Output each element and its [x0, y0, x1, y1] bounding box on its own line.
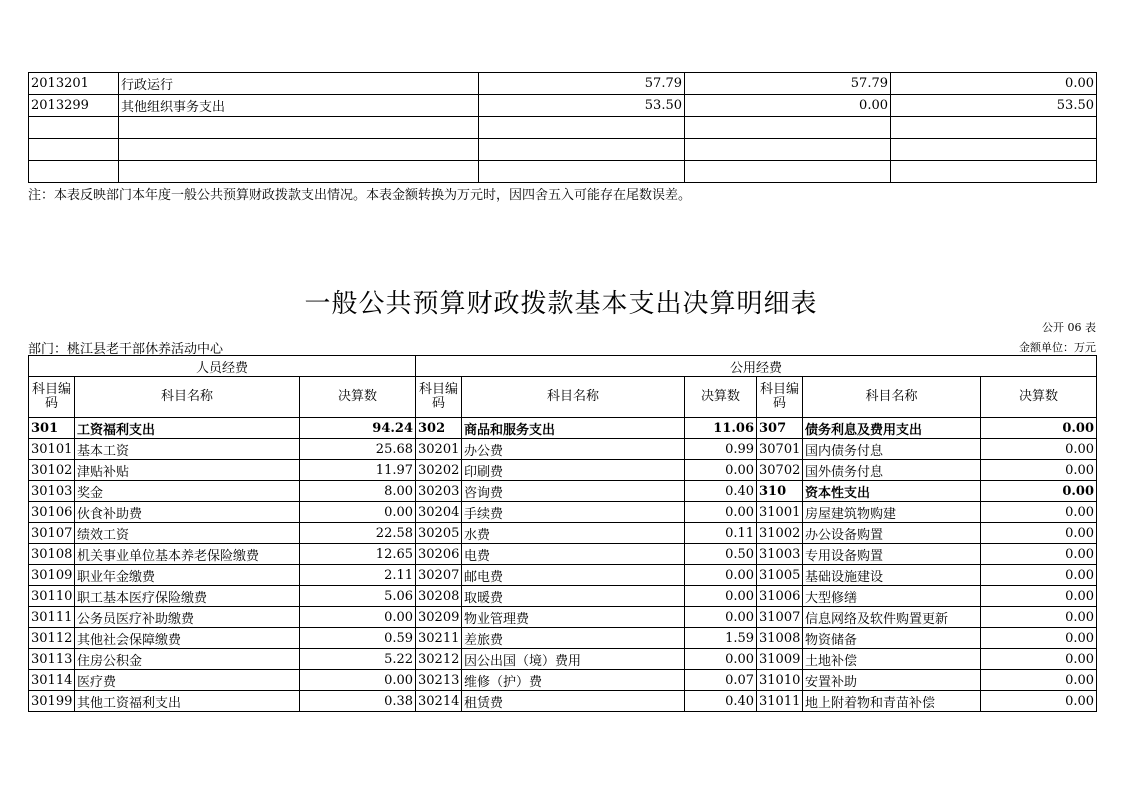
subject-name: 债务利息及费用支出 [803, 418, 981, 439]
table-row [29, 523, 1097, 544]
subject-name: 职业年金缴费 [75, 565, 300, 586]
table-row [29, 73, 1097, 95]
subject-code: 30205 [416, 523, 462, 544]
subject-code: 30702 [757, 460, 803, 481]
table-row [29, 670, 1097, 691]
subject-name: 差旅费 [462, 628, 685, 649]
subject-name: 房屋建筑物购建 [803, 502, 981, 523]
subject-code: 30114 [29, 670, 75, 691]
subject-name: 职工基本医疗保险缴费 [75, 586, 300, 607]
amount-value: 0.00 [685, 607, 757, 628]
project-amount [891, 161, 1097, 183]
subject-name: 取暖费 [462, 586, 685, 607]
subject-name: 办公费 [462, 439, 685, 460]
col-code: 科目编码 [757, 377, 803, 418]
amount-value: 0.59 [300, 628, 416, 649]
table-row [29, 418, 1097, 439]
col-name: 科目名称 [803, 377, 981, 418]
subject-code: 31007 [757, 607, 803, 628]
basic-expenditure-table [28, 355, 1097, 712]
subject-name: 大型修缮 [803, 586, 981, 607]
subject-code: 31002 [757, 523, 803, 544]
subject-code [29, 117, 119, 139]
amount-value: 0.00 [685, 649, 757, 670]
subject-code: 30213 [416, 670, 462, 691]
subject-name: 邮电费 [462, 565, 685, 586]
subject-code: 31006 [757, 586, 803, 607]
amount-value: 22.58 [300, 523, 416, 544]
col-amount: 决算数 [981, 377, 1097, 418]
col-amount: 决算数 [685, 377, 757, 418]
subject-code: 2013201 [29, 73, 119, 95]
col-code: 科目编码 [29, 377, 75, 418]
subject-name: 机关事业单位基本养老保险缴费 [75, 544, 300, 565]
subject-code: 30107 [29, 523, 75, 544]
subject-code: 30207 [416, 565, 462, 586]
subject-name: 因公出国（境）费用 [462, 649, 685, 670]
subject-code: 30110 [29, 586, 75, 607]
total-amount: 53.50 [479, 95, 685, 117]
basic-amount [685, 139, 891, 161]
table-row [29, 95, 1097, 117]
amount-value: 0.00 [981, 607, 1097, 628]
column-header-row [29, 377, 1097, 418]
amount-value: 0.00 [300, 670, 416, 691]
subject-code: 30111 [29, 607, 75, 628]
subject-code: 30206 [416, 544, 462, 565]
table-row [29, 460, 1097, 481]
subject-code: 302 [416, 418, 462, 439]
amount-value: 25.68 [300, 439, 416, 460]
project-amount: 0.00 [891, 73, 1097, 95]
subject-code: 31009 [757, 649, 803, 670]
amount-value: 0.00 [981, 439, 1097, 460]
subject-name: 水费 [462, 523, 685, 544]
amount-value: 0.00 [685, 502, 757, 523]
page-title: 一般公共预算财政拨款基本支出决算明细表 [304, 289, 818, 319]
top-expenditure-table [28, 72, 1097, 183]
amount-value: 0.50 [685, 544, 757, 565]
table-row [29, 161, 1097, 183]
amount-value: 0.00 [300, 607, 416, 628]
subject-code: 30209 [416, 607, 462, 628]
subject-code: 30212 [416, 649, 462, 670]
subject-code: 30214 [416, 691, 462, 712]
amount-value: 0.00 [300, 502, 416, 523]
subject-name: 基础设施建设 [803, 565, 981, 586]
subject-name: 土地补偿 [803, 649, 981, 670]
subject-code: 30113 [29, 649, 75, 670]
amount-value: 0.00 [981, 628, 1097, 649]
subject-name: 物业管理费 [462, 607, 685, 628]
subject-name: 地上附着物和青苗补偿 [803, 691, 981, 712]
subject-code: 30202 [416, 460, 462, 481]
amount-value: 0.40 [685, 481, 757, 502]
subject-name: 其他社会保障缴费 [75, 628, 300, 649]
subject-code: 310 [757, 481, 803, 502]
amount-value: 11.06 [685, 418, 757, 439]
table-row [29, 607, 1097, 628]
form-number: 公开 06 表 [1042, 321, 1096, 334]
total-amount [479, 117, 685, 139]
subject-name: 电费 [462, 544, 685, 565]
table-row [29, 117, 1097, 139]
amount-value: 5.06 [300, 586, 416, 607]
amount-value: 0.07 [685, 670, 757, 691]
subject-name [119, 117, 479, 139]
table-row [29, 439, 1097, 460]
subject-name: 津贴补贴 [75, 460, 300, 481]
project-amount [891, 139, 1097, 161]
subject-name: 资本性支出 [803, 481, 981, 502]
subject-name [119, 139, 479, 161]
subject-code: 30203 [416, 481, 462, 502]
subject-name: 国内债务付息 [803, 439, 981, 460]
subject-name: 绩效工资 [75, 523, 300, 544]
subject-code: 31003 [757, 544, 803, 565]
amount-value: 0.00 [685, 586, 757, 607]
amount-value: 0.00 [981, 523, 1097, 544]
amount-value: 0.00 [981, 586, 1097, 607]
subject-code: 301 [29, 418, 75, 439]
subject-code: 30103 [29, 481, 75, 502]
amount-value: 0.11 [685, 523, 757, 544]
subject-name: 其他组织事务支出 [119, 95, 479, 117]
subject-code: 30101 [29, 439, 75, 460]
table-row [29, 649, 1097, 670]
total-amount [479, 161, 685, 183]
subject-code: 30204 [416, 502, 462, 523]
subject-name: 国外债务付息 [803, 460, 981, 481]
total-amount: 57.79 [479, 73, 685, 95]
subject-name: 基本工资 [75, 439, 300, 460]
table-row [29, 628, 1097, 649]
col-amount: 决算数 [300, 377, 416, 418]
subject-name: 公务员医疗补助缴费 [75, 607, 300, 628]
table-row [29, 139, 1097, 161]
subject-name: 商品和服务支出 [462, 418, 685, 439]
department-label: 部门：桃江县老干部休养活动中心 [28, 342, 224, 357]
amount-value: 0.00 [981, 460, 1097, 481]
subject-code: 31011 [757, 691, 803, 712]
table-row [29, 502, 1097, 523]
group-header-row [29, 356, 1097, 377]
subject-name: 信息网络及软件购置更新 [803, 607, 981, 628]
amount-value: 0.00 [981, 649, 1097, 670]
subject-code: 30106 [29, 502, 75, 523]
total-amount [479, 139, 685, 161]
subject-name: 其他工资福利支出 [75, 691, 300, 712]
amount-unit: 金额单位：万元 [1019, 341, 1096, 354]
subject-name: 手续费 [462, 502, 685, 523]
amount-value: 0.00 [981, 544, 1097, 565]
public-header: 公用经费 [416, 356, 1097, 377]
table-row [29, 691, 1097, 712]
subject-code: 30108 [29, 544, 75, 565]
amount-value: 0.40 [685, 691, 757, 712]
subject-name: 办公设备购置 [803, 523, 981, 544]
amount-value: 11.97 [300, 460, 416, 481]
amount-value: 2.11 [300, 565, 416, 586]
amount-value: 8.00 [300, 481, 416, 502]
amount-value: 0.00 [981, 691, 1097, 712]
footnote: 注：本表反映部门本年度一般公共预算财政拨款支出情况。本表金额转换为万元时，因四舍五入可能存在尾数误差。 [28, 188, 692, 203]
subject-name: 物资储备 [803, 628, 981, 649]
subject-name: 住房公积金 [75, 649, 300, 670]
subject-code: 30208 [416, 586, 462, 607]
amount-value: 0.00 [981, 418, 1097, 439]
subject-code: 30109 [29, 565, 75, 586]
basic-amount: 0.00 [685, 95, 891, 117]
subject-code: 31001 [757, 502, 803, 523]
subject-name: 安置补助 [803, 670, 981, 691]
subject-code [29, 139, 119, 161]
amount-value: 94.24 [300, 418, 416, 439]
subject-name: 维修（护）费 [462, 670, 685, 691]
basic-amount [685, 161, 891, 183]
subject-code: 30211 [416, 628, 462, 649]
col-name: 科目名称 [75, 377, 300, 418]
col-code: 科目编码 [416, 377, 462, 418]
basic-amount: 57.79 [685, 73, 891, 95]
subject-name [119, 161, 479, 183]
subject-name: 咨询费 [462, 481, 685, 502]
subject-code [29, 161, 119, 183]
subject-code: 31010 [757, 670, 803, 691]
amount-value: 1.59 [685, 628, 757, 649]
subject-name: 印刷费 [462, 460, 685, 481]
amount-value: 5.22 [300, 649, 416, 670]
amount-value: 0.00 [981, 670, 1097, 691]
amount-value: 12.65 [300, 544, 416, 565]
amount-value: 0.00 [685, 460, 757, 481]
subject-name: 医疗费 [75, 670, 300, 691]
table-row [29, 544, 1097, 565]
subject-code: 2013299 [29, 95, 119, 117]
subject-name: 行政运行 [119, 73, 479, 95]
amount-value: 0.38 [300, 691, 416, 712]
table-row [29, 565, 1097, 586]
project-amount [891, 117, 1097, 139]
subject-code: 31008 [757, 628, 803, 649]
subject-code: 30102 [29, 460, 75, 481]
subject-code: 30112 [29, 628, 75, 649]
project-amount: 53.50 [891, 95, 1097, 117]
subject-name: 奖金 [75, 481, 300, 502]
table-row [29, 586, 1097, 607]
amount-value: 0.00 [981, 565, 1097, 586]
subject-code: 30701 [757, 439, 803, 460]
table-row [29, 481, 1097, 502]
basic-amount [685, 117, 891, 139]
amount-value: 0.00 [981, 481, 1097, 502]
amount-value: 0.00 [981, 502, 1097, 523]
subject-code: 307 [757, 418, 803, 439]
subject-code: 30199 [29, 691, 75, 712]
subject-name: 工资福利支出 [75, 418, 300, 439]
subject-name: 租赁费 [462, 691, 685, 712]
subject-code: 30201 [416, 439, 462, 460]
subject-name: 专用设备购置 [803, 544, 981, 565]
personnel-header: 人员经费 [29, 356, 416, 377]
subject-name: 伙食补助费 [75, 502, 300, 523]
amount-value: 0.00 [685, 565, 757, 586]
subject-code: 31005 [757, 565, 803, 586]
col-name: 科目名称 [462, 377, 685, 418]
amount-value: 0.99 [685, 439, 757, 460]
